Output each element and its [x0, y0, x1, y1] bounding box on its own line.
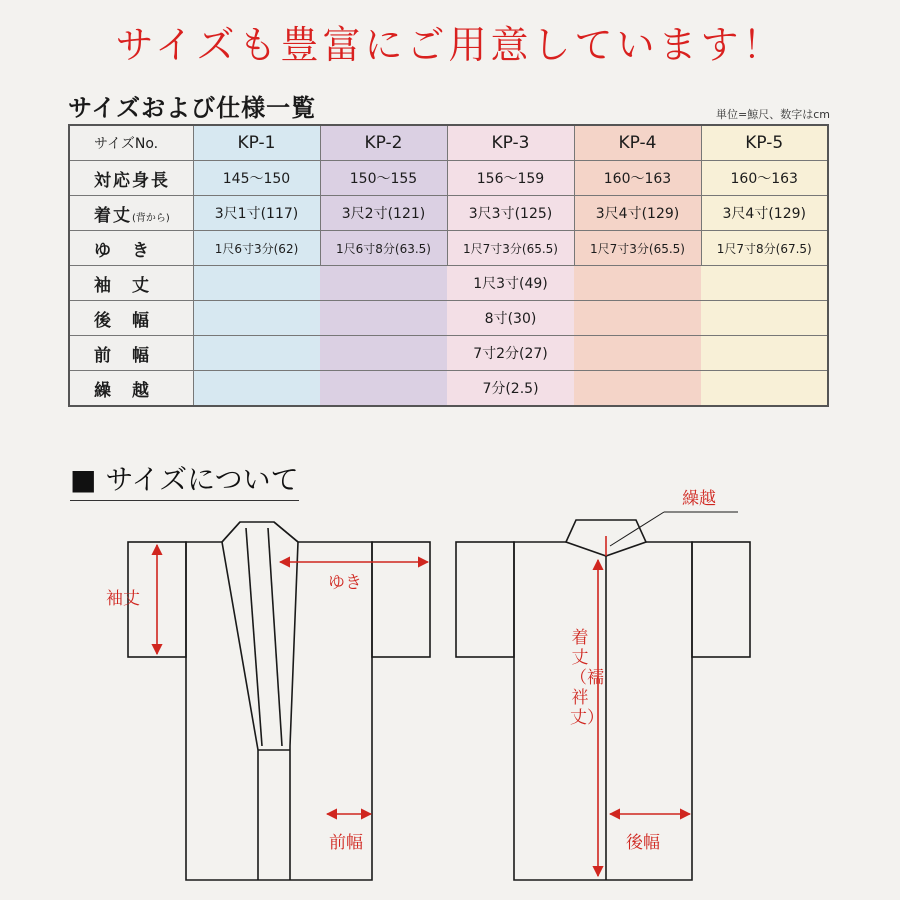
size-header-kp1: KP-1 [193, 125, 320, 161]
table-cell: 3尺4寸(129) [574, 196, 701, 231]
yuki-label: ゆき [328, 573, 362, 593]
about-title-text: サイズについて [105, 463, 299, 496]
size-no-header: サイズNo. [69, 125, 193, 161]
size-header-kp3: KP-3 [447, 125, 574, 161]
back-view [456, 520, 750, 880]
row-label-yuki: ゆ き [69, 231, 193, 266]
row-label-back-width: 後 幅 [69, 301, 193, 336]
table-cell: 3尺3寸(125) [447, 196, 574, 231]
table-cell-shared: 8寸(30) [447, 301, 574, 336]
row-label-height: 対応身長 [69, 161, 193, 196]
unit-note: 単位=鯨尺、数字はcm [716, 108, 830, 121]
table-cell-shared: 1尺3寸(49) [447, 266, 574, 301]
back-left-sleeve [456, 542, 514, 657]
row-label-front-width: 前 幅 [69, 336, 193, 371]
row-label-sleeve: 袖 丈 [69, 266, 193, 301]
front-view [128, 522, 430, 880]
table-cell: 1尺6寸3分(62) [193, 231, 320, 266]
row-label-length-text: 着丈 [94, 205, 132, 226]
table-cell: 1尺7寸3分(65.5) [447, 231, 574, 266]
sleeve-length-label: 袖丈 [106, 589, 140, 609]
front-collar-left [222, 522, 258, 880]
row-label-collar-drop: 繰 越 [69, 371, 193, 407]
table-cell: 160〜163 [701, 161, 828, 196]
front-collar-inner-left [246, 528, 262, 746]
back-right-sleeve [692, 542, 750, 657]
size-header-kp2: KP-2 [320, 125, 447, 161]
table-cell: 3尺2寸(121) [320, 196, 447, 231]
size-header-kp5: KP-5 [701, 125, 828, 161]
front-collar-inner-right [268, 528, 282, 746]
front-width-label: 前幅 [329, 833, 363, 853]
table-cell-shared: 7分(2.5) [447, 371, 574, 407]
bullet-square-icon: ■ [70, 463, 97, 496]
row-label-length-note: (背から) [132, 212, 170, 224]
back-width-label: 後幅 [626, 833, 660, 853]
table-cell: 3尺4寸(129) [701, 196, 828, 231]
table-cell: 1尺7寸3分(65.5) [574, 231, 701, 266]
front-collar-right [274, 522, 298, 880]
table-cell: 3尺1寸(117) [193, 196, 320, 231]
table-cell: 145〜150 [193, 161, 320, 196]
table-cell: 1尺6寸8分(63.5) [320, 231, 447, 266]
table-cell: 1尺7寸8分(67.5) [701, 231, 828, 266]
table-cell: 150〜155 [320, 161, 447, 196]
headline: サイズも豊富にご用意しています！ [115, 23, 785, 67]
length-label: 着丈（襦袢丈） [570, 628, 604, 728]
collar-drop-label: 繰越 [682, 489, 716, 509]
section-title: サイズおよび仕様一覧 [68, 94, 317, 122]
table-cell-shared: 7寸2分(27) [447, 336, 574, 371]
table-cell: 156〜159 [447, 161, 574, 196]
size-header-kp4: KP-4 [574, 125, 701, 161]
front-right-sleeve [372, 542, 430, 657]
table-cell: 160〜163 [574, 161, 701, 196]
